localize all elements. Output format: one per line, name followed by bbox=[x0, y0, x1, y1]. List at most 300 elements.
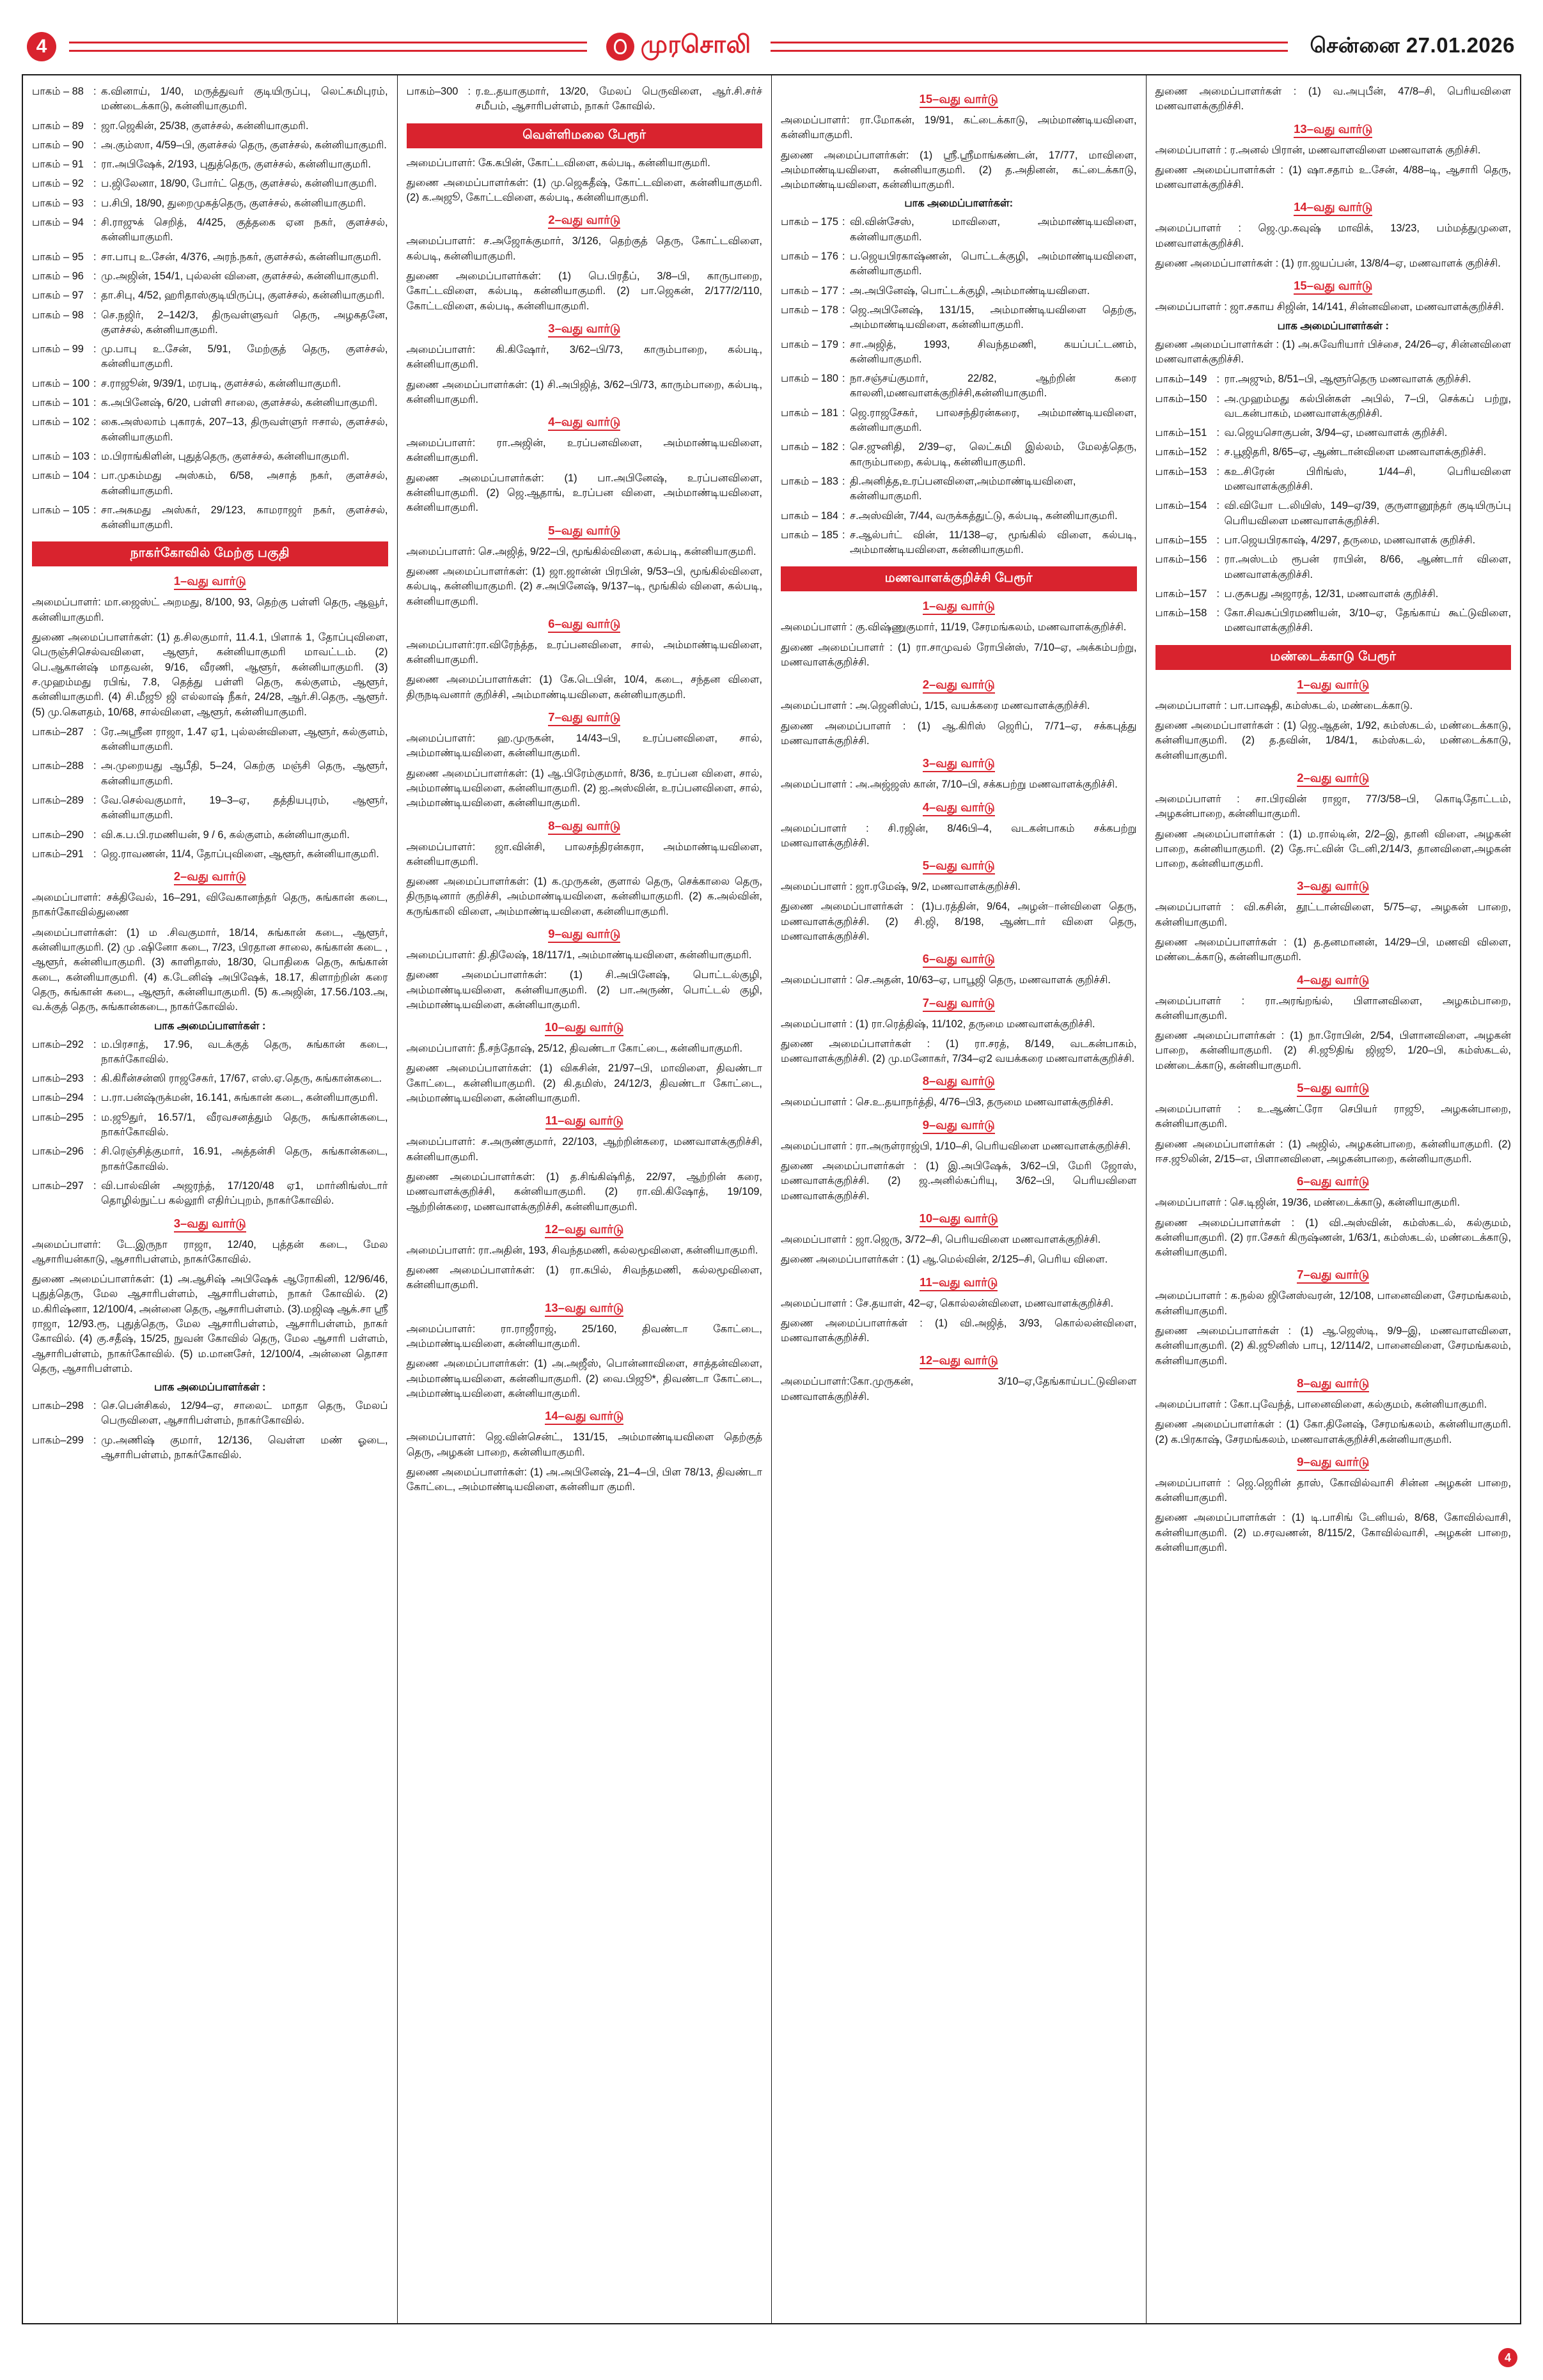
paragraph: துணை அமைப்பாளர்கள் : (1) இ.அபிஷேக், 3/62–பி, மேரி ஜோஸ், மணவாளக்குறிச்சி. (2) ஜ.அனில்சுப்ரியு, 3/62–பி, பெரியவிளை மணவாளக்குறிச்சி. bbox=[781, 1160, 1137, 1202]
ward-heading-label: 15–வது வார்டு bbox=[920, 92, 998, 108]
part-value: ப.ஜெயபிரகாஷ்ணன், பொட்டக்குழி, அம்மாண்டியவிளை, கன்னியாகுமரி. bbox=[850, 251, 1137, 277]
part-separator: : bbox=[1216, 465, 1220, 478]
paragraph: அமைப்பாளர்: கி.கிஷோர், 3/62–பி/73, காரும்பாறை, கல்படி, கன்னியாகுமரி. bbox=[406, 343, 762, 371]
part-separator: : bbox=[93, 726, 97, 738]
paragraph: துணை அமைப்பாளர்கள்: (1) ஆ.பிரேம்குமார், 8/36, உரப்பன விளை, சால், அம்மாண்டியவிளை, கன்னியாகுமரி. (2) ஐ.அஸ்வின், உரப்பனவிளை, சால், அம்மாண்டியவிளை, கன்னியாகுமரி. bbox=[406, 767, 762, 809]
part-value: சி.ராஜுக் செறித், 4/425, குத்தகை ஏன நகர், குளச்சல், கன்னியாகுமரி. bbox=[101, 217, 388, 244]
part-entry bbox=[781, 303, 1137, 333]
part-label: பாகம் – 180 bbox=[781, 373, 839, 385]
paragraph: அமைப்பாளர்: டே.இருநா ராஜா, 12/40, புத்தன் கடை, மேல ஆசாரியன்காடு, ஆசாரிபள்ளம், நாகர்கோவில். bbox=[32, 1238, 388, 1265]
part-label: பாகம் – 103 bbox=[32, 450, 90, 462]
ward-heading-label: 8–வது வார்டு bbox=[1297, 1376, 1369, 1392]
paragraph: அமைப்பாளர் : சி.ரஜின், 8/46பி–4, வடகன்பாகம் சக்கபற்று மணவாளக்குறிச்சி. bbox=[781, 822, 1137, 849]
ward-heading bbox=[407, 617, 763, 632]
ward-heading bbox=[1155, 879, 1512, 894]
ward-heading-label: 6–வது வார்டு bbox=[548, 617, 620, 633]
paragraph: அமைப்பாளர் : ஜா.ஜெரு, 3/72–சி, பெரியவிளை மணவாளக்குறிச்சி. bbox=[781, 1233, 1101, 1245]
ward-heading-label: 4–வது வார்டு bbox=[548, 415, 620, 431]
part-entry bbox=[32, 342, 388, 372]
paragraph: துணை அமைப்பாளர்கள் : (1) கோ.தினேஷ், சேரமங்கலம், கன்னியாகுமரி. (2) க.பிரகாஷ், சேரமங்கலம், மணவாளக்குறிச்சி,கன்னியாகுமரி. bbox=[1155, 1419, 1511, 1445]
part-entry bbox=[32, 725, 388, 755]
part-value: பா.ஜெயபிரகாஷ், 4/297, தருமை, மணவாளக் குறிச்சி. bbox=[1224, 534, 1476, 546]
part-entry bbox=[781, 284, 1137, 299]
part-separator: : bbox=[93, 828, 97, 841]
part-label: பாகம் – 92 bbox=[32, 178, 84, 190]
part-separator: : bbox=[93, 416, 97, 428]
part-value: செ.பென்சிகல், 12/94–ஏ, சாலைட் மாதா தெரு, மேலப் பெருவிளை, ஆசாரிபள்ளம், நாகர்கோவில். bbox=[101, 1400, 388, 1427]
ward-heading-label: 2–வது வார்டு bbox=[1297, 771, 1369, 787]
paragraph: அமைப்பாளர்: சக்திவேல், 16–291, விவேகானந்தர் தெரு, சுங்கான் கடை, நாகர்கோவில்துணை bbox=[32, 892, 388, 919]
part-entry bbox=[781, 338, 1137, 368]
paragraph: அமைப்பாளர்: ஜெ.வின்சென்ட், 131/15, அம்மாண்டியவிளை தெற்குத் தெரு, அழகன் பாறை, கன்னியாகுமரி. bbox=[406, 1431, 762, 1458]
part-separator: : bbox=[93, 1092, 97, 1104]
ward-heading-label: 7–வது வார்டு bbox=[1297, 1268, 1369, 1284]
part-value: கோ.சிவசுப்பிரமணியன், 3/10–ஏ, தேங்காய் கூட்டுவிளை, மணவாளக்குறிச்சி. bbox=[1224, 607, 1511, 634]
paragraph: அமைப்பாளர் : செ.அதன், 10/63–ஏ, பாபூஜி தெரு, மணவாளக் குறிச்சி. bbox=[781, 974, 1111, 986]
part-label: பாகம் – 101 bbox=[32, 397, 90, 409]
ward-heading bbox=[781, 1211, 1137, 1227]
part-separator: : bbox=[1216, 373, 1220, 385]
part-value: வி.க.ப.பி.ரமணியன், 9 / 6, கல்குளம், கன்னியாகுமரி. bbox=[101, 828, 350, 841]
part-separator: : bbox=[93, 251, 97, 263]
ward-heading-label: 2–வது வார்டு bbox=[923, 678, 995, 694]
part-separator: : bbox=[93, 120, 97, 132]
ward-heading-label: 10–வது வார்டு bbox=[920, 1211, 998, 1227]
part-entry bbox=[32, 377, 388, 391]
paragraph: துணை அமைப்பாளர்கள் : (1) ம.ரால்டின், 2/2–இ, தானி விளை, அழகன் பாறை, கன்னியாகுமரி. (2) தே.ஈட்வின் டேனி,2/14/3, தானவிளை,அழகன் பாறை, கன்னியாகுமரி. bbox=[1155, 828, 1511, 870]
ward-heading-label: 12–வது வார்டு bbox=[920, 1353, 998, 1369]
ward-heading bbox=[781, 859, 1137, 874]
part-label: பாகம் – 96 bbox=[32, 270, 84, 282]
part-entry bbox=[1155, 465, 1512, 495]
part-entry bbox=[32, 1091, 388, 1105]
paragraph: துணை அமைப்பாளர்கள்: (1) க.முருகன், குளால் தெரு, செக்காலை தெரு, திருநடினார் குறிச்சி, அம்மாண்டியவிளை, கன்னியாகுமரி. (2) க.அல்வின், கருங்காலி விளை, அம்மாண்டியவிளை, கன்னியாகுமரி. bbox=[406, 876, 762, 917]
ward-heading bbox=[407, 415, 763, 430]
paragraph: அமைப்பாளர்: ரா.அதின், 193, சிவந்தமணி, கல்லமூவிளை, கன்னியாகுமரி. bbox=[406, 1244, 758, 1256]
part-separator: : bbox=[93, 309, 97, 321]
section-banner: நாகர்கோவில் மேற்கு பகுதி bbox=[32, 541, 388, 566]
part-entry bbox=[32, 288, 388, 303]
ward-heading bbox=[407, 213, 763, 228]
part-value: ரே.அஸ்ரீன ராஜா, 1.47 ஏ1, புல்லன்விளை, ஆளூர், கல்குளம், கன்னியாகுமரி. bbox=[101, 726, 388, 753]
paragraph: துணை அமைப்பாளர்கள் : (1) டி.பாசிங் டேனியல், 8/68, கோவில்வாசி, கன்னியாகுமரி. (2) ம.சரவணன், 8/115/2, கோவில்வாசி, அழகன் பாறை, கன்னியாகுமரி. bbox=[1155, 1512, 1511, 1553]
ward-heading-label: 9–வது வார்டு bbox=[548, 927, 620, 943]
content-frame bbox=[22, 74, 1521, 2324]
section-banner: மண்டைக்காடு பேரூர் bbox=[1155, 645, 1512, 670]
paragraph: அமைப்பாளர்: செ.அஜித், 9/22–பி, மூங்கில்விளை, கல்படி, கன்னியாகுமரி. bbox=[406, 545, 756, 557]
paragraph: அமைப்பாளர் : ஜா.ரமேஷ், 9/2, மணவாளக்குறிச்சி. bbox=[781, 881, 1021, 893]
ward-heading bbox=[781, 1275, 1137, 1291]
part-separator: : bbox=[842, 509, 845, 522]
ward-heading bbox=[781, 800, 1137, 816]
part-entry bbox=[32, 84, 388, 114]
part-separator: : bbox=[842, 529, 845, 541]
ward-heading-label: 1–வது வார்டு bbox=[174, 574, 246, 590]
part-entry bbox=[1155, 499, 1512, 529]
part-label: பாகம்–151 bbox=[1155, 427, 1207, 439]
part-value: ம.பிரசாத், 17.96, வடக்குத் தெரு, சுங்கான் கடை, நாகர்கோவில். bbox=[101, 1038, 388, 1065]
ward-heading-label: 14–வது வார்டு bbox=[545, 1409, 623, 1425]
paragraph: துணை அமைப்பாளர்கள் : (1) வ.அபுபீன், 47/8–சி, பெரியவிளை மணவாளக்குறிச்சி. bbox=[1155, 86, 1511, 113]
part-separator: : bbox=[1216, 554, 1220, 566]
part-entry bbox=[32, 1110, 388, 1140]
ward-heading-label: 12–வது வார்டு bbox=[545, 1222, 623, 1238]
ward-heading bbox=[781, 92, 1137, 107]
paragraph: அமைப்பாளர்:கோ.முருகன், 3/10–ஏ,தேங்காய்பட்டுவிளை மணவாளக்குறிச்சி. bbox=[781, 1376, 1137, 1403]
part-separator: : bbox=[93, 760, 97, 772]
part-label: பாகம் – 95 bbox=[32, 251, 84, 263]
part-value: பா.முகம்மது அஸ்கம், 6/58, அசாத் நகர், குளச்சல், கன்னியாகுமரி. bbox=[101, 470, 388, 497]
part-separator: : bbox=[93, 794, 97, 806]
part-entry bbox=[1155, 606, 1512, 636]
paragraph: துணை அமைப்பாளர்கள் : (1) வி.அஸ்வின், கம்ஸ்கடல், கல்குமம், கன்னியாகுமரி. (2) ரா.சேகர் கிருஷ்ணன், 1/63/1, கம்ஸ்கடல், மண்டைக்காடு, கன்னியாகுமரி. bbox=[1155, 1217, 1511, 1259]
part-separator: : bbox=[93, 848, 97, 860]
part-value: ரா.அஜும், 8/51–பி, ஆளூர்தெரு மணவாளக் குறிச்சி. bbox=[1224, 373, 1471, 385]
ward-heading-label: 7–வது வார்டு bbox=[548, 710, 620, 726]
ward-heading bbox=[1155, 122, 1512, 137]
part-label: பாகம் – 105 bbox=[32, 504, 90, 516]
ward-heading-label: 10–வது வார்டு bbox=[545, 1020, 623, 1036]
part-separator: : bbox=[1216, 446, 1220, 458]
paragraph: அமைப்பாளர்: கே.கபின், கோட்டவிளை, கல்படி, கன்னியாகுமரி. bbox=[406, 157, 710, 169]
ward-heading bbox=[781, 1353, 1137, 1369]
paragraph: அமைப்பாளர் : க.நல்ல ஜினேஸ்வரன், 12/108, பானைவிளை, சேரமங்கலம், கன்னியாகுமரி. bbox=[1155, 1290, 1511, 1317]
ward-heading-label: 3–வது வார்டு bbox=[923, 756, 995, 772]
ward-heading bbox=[1155, 678, 1512, 693]
part-entry bbox=[781, 474, 1137, 504]
part-entry bbox=[32, 828, 388, 843]
part-value: அ.அபினேஷ், பொட்டக்குழி, அம்மாண்டியவிளை. bbox=[850, 284, 1090, 297]
part-entry bbox=[32, 449, 388, 464]
part-separator: : bbox=[1216, 500, 1220, 512]
part-label: பாகம்–289 bbox=[32, 794, 84, 806]
part-separator: : bbox=[1216, 534, 1220, 546]
masthead-rule-right bbox=[771, 42, 1288, 52]
ward-heading-label: 2–வது வார்டு bbox=[548, 213, 620, 229]
ward-heading-label: 6–வது வார்டு bbox=[1297, 1174, 1369, 1190]
part-label: பாகம் – 179 bbox=[781, 338, 839, 350]
paragraph: துணை அமைப்பாளர்கள்: (1) அ.அஜீஸ், பொன்னாவிளை, சாத்தன்விளை, அம்மாண்டியவிளை, கன்னியாகுமரி. (2) வை.பிஜூ*, திவண்டா கோட்டை, அம்மாண்டியவிளை, கன்னியாகுமரி. bbox=[406, 1358, 762, 1399]
part-separator: : bbox=[93, 290, 97, 302]
ward-heading bbox=[781, 996, 1137, 1011]
ward-heading-label: 3–வது வார்டு bbox=[1297, 879, 1369, 895]
part-entry bbox=[32, 396, 388, 410]
part-value: ரா.அஸ்டம் ரூபன் ராபின், 8/66, ஆண்டார் விளை, மணவாளக்குறிச்சி. bbox=[1224, 554, 1511, 580]
ward-heading-label: 14–வது வார்டு bbox=[1294, 200, 1372, 216]
ward-heading bbox=[1155, 1376, 1512, 1392]
part-label: பாகம்–154 bbox=[1155, 500, 1207, 512]
paragraph: அமைப்பாளர் : வி.கசின், தூட்டான்விளை, 5/75–ஏ, அழகன் பாறை, கன்னியாகுமரி. bbox=[1155, 901, 1511, 928]
ward-heading-label: 7–வது வார்டு bbox=[923, 996, 995, 1012]
paragraph: அமைப்பாளர்: ஜா.வின்சி, பாலசந்திரன்கரா, அம்மாண்டியவிளை, கன்னியாகுமரி. bbox=[406, 841, 762, 867]
part-value: ம.பிராங்கிளின், புதுத்தெரு, குளச்சல், கன்னியாகுமரி. bbox=[101, 450, 350, 462]
part-value: சா.பாபு உ.சேன், 4/376, அரந்.நகர், குளச்சல், கன்னியாகுமரி. bbox=[101, 251, 382, 263]
paragraph: துணை அமைப்பாளர்கள் : (1) ஜெ.ஆதன், 1/92, கம்ஸ்கடல், மண்டைக்காடு, கன்னியாகுமரி. (2) த.தவின், 1/84/1, கம்ஸ்கடல், மண்டைக்காடு, கன்னியாகுமரி. bbox=[1155, 720, 1511, 761]
part-value: செ.நஜிர், 2–142/3, திருவள்ளுவர் தெரு, அழகதனே, குளச்சல், கன்னியாகுமரி. bbox=[101, 309, 388, 336]
part-value: ரா.அபிஷேக், 2/193, புதுத்தெரு, குளச்சல், கன்னியாகுமரி. bbox=[101, 159, 372, 171]
part-separator: : bbox=[842, 338, 845, 350]
part-value: ப.சிபி, 18/90, துறைமுகத்தெரு, குளச்சல், கன்னியாகுமரி. bbox=[101, 197, 366, 209]
part-entry bbox=[1155, 533, 1512, 548]
ward-heading bbox=[407, 819, 763, 834]
part-label: பாகம்–156 bbox=[1155, 554, 1207, 566]
part-value: அ.கும்ஸா, 4/59–பி, குளச்சல் தெரு, குளச்சல், கன்னியாகுமரி. bbox=[101, 139, 387, 151]
ward-heading-label: 1–வது வார்டு bbox=[923, 599, 995, 615]
paragraph: அமைப்பாளர்கள்: (1) ம .சிவகுமார், 18/14, சுங்கான் கடை, ஆளூர், கன்னியாகுமரி. (2) மு .ஷினோ கடை, 7/23, பிரதான சாலை, சுங்கான் கடை , ஆளூர், கன்னியாகுமரி. (3) காளிதாஸ், 18/30, பொதிகை தெரு, சுங்கான் கடை, கன்னியாகுமரி. (4) க.டேனிஷ் அபிஷேக், 18.17, கிளாற்றின் கரை தெரு, சுங்கான் கடை, ஆளூர், கன்னியாகுமரி. (5) க.அஜின், 17.56./103.அ, வ.க்குத் தெரு, சுங்கான்கடை, நாகர்கோவில். bbox=[32, 926, 388, 1013]
part-label: பாகம்–293 bbox=[32, 1073, 84, 1085]
part-entry bbox=[781, 509, 1137, 524]
part-value: சா.அகமது அஸ்கர், 29/123, காமராஜர் நகர், குளச்சல், கன்னியாகுமரி. bbox=[101, 504, 388, 531]
masthead-title: முரசொலி bbox=[640, 31, 751, 58]
paragraph: துணை அமைப்பாளர்கள்: (1) பா.அபினேஷ், உரப்பனவிளை, கன்னியாகுமரி. (2) ஜெ.ஆதாங், உரப்பன விளை, அம்மாண்டியவிளை, கன்னியாகுமரி. bbox=[406, 472, 762, 514]
part-label: பாகம்–157 bbox=[1155, 587, 1207, 600]
part-entry bbox=[781, 371, 1137, 401]
ward-heading bbox=[781, 1074, 1137, 1089]
part-label: பாகம் – 97 bbox=[32, 290, 84, 302]
part-separator: : bbox=[842, 407, 845, 419]
part-entry bbox=[32, 1179, 388, 1209]
ward-heading-label: 3–வது வார்டு bbox=[174, 1217, 246, 1233]
part-separator: : bbox=[842, 475, 845, 487]
paragraph: அமைப்பாளர் : சே.தயாள், 42–ஏ, கொல்லன்விளை, மணவாளக்குறிச்சி. bbox=[781, 1297, 1114, 1309]
paragraph: அமைப்பாளர் : ர.அனல் பிரான், மணவாளவிளை மணவாளக் குறிச்சி. bbox=[1155, 144, 1481, 156]
paragraph: துணை அமைப்பாளர்கள் : (1) அ.சுவேரியார் பிச்சை, 24/26–ஏ, சின்னவிளை மணவாளக்குறிச்சி. bbox=[1155, 338, 1511, 365]
part-label: பாகம்–149 bbox=[1155, 373, 1207, 385]
sub-heading: பாக அமைப்பாளர்கள் : bbox=[154, 1020, 266, 1032]
part-label: பாகம்–152 bbox=[1155, 446, 1207, 458]
masthead-rule-left bbox=[69, 42, 587, 52]
part-entry bbox=[32, 759, 388, 789]
part-entry bbox=[32, 415, 388, 445]
part-entry bbox=[32, 308, 388, 338]
paragraph: துணை அமைப்பாளர்கள் : (1) நா.ரோபின், 2/54, பிளானவிளை, அழகன் பாறை, கன்னியாகுமரி. (2) சி.ஜூதிங் ஜிஜூ, 1/20–பி, கம்ஸ்கடல், மண்டைக்காடு, கன்னியாகுமரி. bbox=[1155, 1030, 1511, 1071]
part-value: தி.அனித்த,உரப்பனவிளை,அம்மாண்டியவிளை, கன்னியாகுமரி. bbox=[850, 475, 1076, 502]
part-label: பாகம்–292 bbox=[32, 1038, 84, 1050]
paragraph: அமைப்பாளர்: ரா.மோகன், 19/91, கட்டைக்காடு, அம்மாண்டியவிளை, கன்னியாகுமரி. bbox=[781, 114, 1137, 141]
part-label: பாகம் – 181 bbox=[781, 407, 839, 419]
part-separator: : bbox=[93, 1434, 97, 1446]
part-separator: : bbox=[93, 377, 97, 389]
part-separator: : bbox=[93, 397, 97, 409]
paragraph: துணை அமைப்பாளர்கள்: (1) சி.அபினேஷ், பொட்டல்குழி, அம்மாண்டியவிளை, கன்னியாகுமரி. (2) பா.அருண், பொட்டல் குழி, அம்மாண்டியவிளை, கன்னியாகுமரி. bbox=[406, 969, 762, 1011]
masthead bbox=[22, 19, 1521, 74]
paragraph: துணை அமைப்பாளர்கள்: (1) மு.ஜெகதீஷ், கோட்டவிளை, கன்னியாகுமரி. (2) க.அஜூ, கோட்டவிளை, கல்படி, கன்னியாகுமரி. bbox=[406, 176, 762, 204]
part-separator: : bbox=[93, 1400, 97, 1412]
ward-heading bbox=[781, 678, 1137, 693]
part-value: ப.ஜிலேனா, 18/90, போர்ட் தெரு, குளச்சல், கன்னியாகுமரி. bbox=[101, 178, 377, 190]
part-label: பாகம் – 176 bbox=[781, 251, 839, 263]
ward-heading-label: 2–வது வார்டு bbox=[174, 869, 246, 885]
part-label: பாகம்–287 bbox=[32, 726, 84, 738]
part-value: சா.அஜித், 1993, சிவந்தமணி, கயப்பட்டணம், கன்னியாகுமரி. bbox=[850, 338, 1137, 365]
ward-heading-label: 11–வது வார்டு bbox=[545, 1114, 623, 1130]
part-label: பாகம்–153 bbox=[1155, 465, 1207, 478]
paragraph: அமைப்பாளர்:ரா.விரேந்த்த, உரப்பனவிளை, சால், அம்மாண்டியவிளை, கன்னியாகுமரி. bbox=[406, 639, 762, 666]
paragraph: அமைப்பாளர் : பா.பாஷதி, கம்ஸ்கடல், மண்டைக்காடு. bbox=[1155, 699, 1413, 712]
part-value: ச.அஸ்வின், 7/44, வருக்கத்துட்டு, கல்படி, கன்னியாகுமரி. bbox=[850, 509, 1118, 522]
part-label: பாகம் – 175 bbox=[781, 216, 839, 228]
part-entry bbox=[32, 215, 388, 245]
part-label: பாகம்–155 bbox=[1155, 534, 1207, 546]
part-entry bbox=[1155, 552, 1512, 582]
ward-heading-label: 9–வது வார்டு bbox=[923, 1118, 995, 1134]
part-value: ப.குசுபது அஜாரத், 12/31, மணவாளக் குறிச்சி. bbox=[1224, 587, 1439, 600]
part-value: வி.வின்சேஸ், மாவிளை, அம்மாண்டியவிளை, கன்னியாகுமரி. bbox=[850, 216, 1137, 243]
footer-page-number: 4 bbox=[1498, 2348, 1517, 2367]
ward-heading bbox=[407, 322, 763, 337]
ward-heading bbox=[1155, 771, 1512, 786]
part-entry bbox=[32, 793, 388, 823]
part-value: ச.பூஜிதரி, 8/65–ஏ, ஆண்டான்விளை மணவாளக்குறிச்சி. bbox=[1224, 446, 1487, 458]
column-3 bbox=[772, 75, 1147, 2323]
part-entry bbox=[1155, 372, 1512, 387]
ward-heading bbox=[781, 599, 1137, 614]
masthead-logo bbox=[600, 31, 758, 62]
ward-heading bbox=[1155, 200, 1512, 215]
part-entry bbox=[781, 440, 1137, 470]
paragraph: துணை அமைப்பாளர்கள்: (1) அ.ஆசிஷ் அபிஷேக் ஆரோகினி, 12/96/46, புதுத்தெரு, மேல ஆசாரிபள்ளம், ஆசாரிபள்ளம், நாகர் கோவில். (2) ம.கிரிஷ்னா, 12/100/4, அன்னை தெரு, ஆசாரிபள்ளம். (3).மஜிஷ ஆக்.சா ஸ்ரீ ராஜா, 12/93.ரூ, புதுத்தெரு, மேல ஆசாரிபள்ளம், ஆசாரிபள்ளம், நாகர் கோவில். (4) கு.சதீஷ், 15/25, நுவன் கோவில் தெரு, மேல ஆசாரி பள்ளம், ஆசாரிபள்ளம், நாகர்கோவில். (5) ம.மானசேர், 12/100/4, அன்னை தொசா தெரு, ஆசாரிபள்ளம். bbox=[32, 1273, 388, 1374]
paragraph: அமைப்பாளர் : ஜெ.ஜெரின் தாஸ், கோவில்வாசி சின்ன அழகன் பாறை, கன்னியாகுமரி. bbox=[1155, 1477, 1511, 1504]
part-separator: : bbox=[1216, 607, 1220, 619]
paragraph: துணை அமைப்பாளர்கள்: (1) அ.அபினேஷ், 21–4–பி, பிள 78/13, திவண்டா கோட்டை, அம்மாண்டியவிளை, கன்னியா குமரி. bbox=[406, 1466, 762, 1493]
paragraph: துணை அமைப்பாளர்கள்: (1) சி.அபிஜித், 3/62–பி/73, காரும்பாறை, கல்படி, கன்னியாகுமரி. bbox=[406, 378, 762, 405]
paragraph: அமைப்பாளர்: ரா.அஜின், உரப்பனவிளை, அம்மாண்டியவிளை, கன்னியாகுமரி. bbox=[406, 437, 762, 464]
ward-heading-label: 6–வது வார்டு bbox=[923, 952, 995, 968]
part-label: பாகம்–150 bbox=[1155, 393, 1207, 405]
ward-heading-label: 15–வது வார்டு bbox=[1294, 279, 1372, 295]
part-separator: : bbox=[467, 86, 471, 97]
paragraph: அமைப்பாளர் : உ.ஆண்ட்ரோ செபியர் ராஜூ, அழகன்பாறை, கன்னியாகுமரி. bbox=[1155, 1103, 1511, 1130]
part-value: தா.சிபு, 4/52, ஹரிதாஸ்குடியிருப்பு, குளச்சல், கன்னியாகுமரி. bbox=[101, 290, 385, 302]
part-entry bbox=[32, 1038, 388, 1068]
part-label: பாகம்–295 bbox=[32, 1111, 84, 1123]
part-label: பாகம் – 182 bbox=[781, 441, 839, 453]
paragraph: அமைப்பாளர் : (1) ரா.ரெத்திஷ், 11/102, தருமை மணவாளக்குறிச்சி. bbox=[781, 1018, 1095, 1030]
part-separator: : bbox=[93, 1111, 97, 1123]
part-separator: : bbox=[93, 270, 97, 282]
ward-heading bbox=[1155, 1268, 1512, 1283]
part-value: ஜா.ஜெகின், 25/38, குளச்சல், கன்னியாகுமரி. bbox=[101, 120, 309, 132]
ward-heading bbox=[407, 1114, 763, 1129]
part-value: கஉ.சிரேன் பிரிங்ஸ், 1/44–சி, பெரியவிளை மணவாளக்குறிச்சி. bbox=[1224, 465, 1511, 493]
part-entry bbox=[1155, 587, 1512, 602]
part-entry bbox=[781, 215, 1137, 245]
paragraph: துணை அமைப்பாளர்கள்: (1) ஸ்ரீ.ஸ்ரீமாங்கண்டன், 17/77, மாவிளை, அம்மாண்டியவிளை, கன்னியாகுமரி. (2) த.அதினன், கட்டைக்காடு, அம்மாண்டியவிளை, கன்னியாகுமரி. bbox=[781, 149, 1137, 191]
part-value: ஜெ.அபினேஷ், 131/15, அம்மாண்டியவிளை தெற்கு, அம்மாண்டியவிளை, கன்னியாகுமரி. bbox=[850, 304, 1137, 331]
part-entry bbox=[781, 406, 1137, 436]
part-separator: : bbox=[842, 373, 845, 385]
ward-heading bbox=[407, 927, 763, 942]
part-value: கி.கிரீன்சன்ஸி ராஜசேகர், 17/67, எஸ்.ஏ.தெரு, சுங்கான்கடை. bbox=[101, 1073, 382, 1085]
part-separator: : bbox=[93, 504, 97, 516]
part-value: மு.அணிஷ் குமார், 12/136, வெள்ள மண் ஓடை, ஆசாரிபள்ளம், நாகர்கோவில். bbox=[101, 1434, 388, 1461]
part-label: பாகம் – 94 bbox=[32, 217, 84, 229]
sub-heading: பாக அமைப்பாளர்கள் : bbox=[1277, 320, 1389, 332]
ward-heading-label: 13–வது வார்டு bbox=[1294, 122, 1372, 138]
paragraph: துணை அமைப்பாளர்கள் : (1) ஷா.சதாம் உ.சேன், 4/88–டி, ஆசாரி தெரு, மணவாளக்குறிச்சி. bbox=[1155, 164, 1511, 191]
part-entry bbox=[32, 250, 388, 265]
paragraph: துணை அமைப்பாளர்கள்: (1) விகசின், 21/97–பி, மாவிளை, திவண்டா கோட்டை, கன்னியாகுமரி. (2) கி.தமிஸ், 24/12/3, திவண்டா கோட்டை, அம்மாண்டியவிளை, கன்னியாகுமரி. bbox=[406, 1062, 762, 1105]
column-2 bbox=[398, 75, 772, 2323]
part-entry bbox=[32, 119, 388, 134]
part-entry bbox=[32, 269, 388, 284]
paragraph: அமைப்பாளர்: ச.அஜோக்குமார், 3/126, தெற்குத் தெரு, கோட்டவிளை, கல்படி, கன்னியாகுமரி. bbox=[406, 235, 762, 262]
ward-heading bbox=[407, 1020, 763, 1036]
paragraph: துணை அமைப்பாளர்கள்: (1) ஜா.ஜான்ன் பிரபின், 9/53–பி, மூங்கில்விளை, கல்படி, கன்னியாகுமரி. (2) ச.அபினேஷ், 9/137–டி, மூங்கில் விளை, கல்படி, கன்னியாகுமரி. bbox=[406, 565, 762, 607]
ward-heading-label: 5–வது வார்டு bbox=[923, 859, 995, 875]
part-value: கை.அஸ்லாம் புகாரக், 207–13, திருவள்ளுர் ஈசால், குளச்சல், கன்னியாகுமரி. bbox=[101, 416, 388, 443]
paragraph: துணை அமைப்பாளர்கள்: (1) கே.டெபின், 10/4, கடை, சந்தன விளை, திருநடிவனார் குறிச்சி, அம்மாண்டியவிளை, கன்னியாகுமரி. bbox=[406, 674, 762, 701]
part-label: பாகம்–298 bbox=[32, 1400, 84, 1412]
paragraph: துணை அமைப்பாளர் : (1) ரா.சாமுவல் ரோபின்ஸ், 7/10–ஏ, அக்கம்பற்று, மணவாளக்குறிச்சி. bbox=[781, 641, 1137, 669]
part-label: பாகம்–294 bbox=[32, 1092, 84, 1104]
part-value: மு.அஜின், 154/1, புல்லன் வினை, குளச்சல், கன்னியாகுமரி. bbox=[101, 270, 379, 282]
part-value: நா.சஞ்சய்குமார், 22/82, ஆற்றின் கரை காலனி,மணவாளக்குறிச்சி,கன்னியாகுமரி. bbox=[850, 373, 1137, 400]
part-label: பாகம்–297 bbox=[32, 1179, 84, 1192]
part-separator: : bbox=[93, 159, 97, 171]
paragraph: அமைப்பாளர் : ரா.அருள்ராஜ்பி, 1/10–சி, பெரியவிளை மணவாளக்குறிச்சி. bbox=[781, 1140, 1131, 1152]
part-value: மு.பாபு உ.சேன், 5/91, மேற்குத் தெரு, குளச்சல், கன்னியாகுமரி. bbox=[101, 343, 388, 370]
part-value: க.அபினேஷ், 6/20, பள்ளி சாலை, குளச்சல், கன்னியாகுமரி. bbox=[101, 397, 378, 409]
paragraph: அமைப்பாளர் : ரா.அரங்றங்ல், பிளானவிளை, அழகம்பாறை, கன்னியாகுமரி. bbox=[1155, 995, 1511, 1022]
column-4 bbox=[1147, 75, 1521, 2323]
part-separator: : bbox=[93, 197, 97, 209]
ward-heading bbox=[781, 756, 1137, 772]
ward-heading-label: 5–வது வார்டு bbox=[1297, 1081, 1369, 1097]
part-entry bbox=[32, 503, 388, 533]
paragraph: அமைப்பாளர் : சா.பிரவின் ராஜா, 77/3/58–பி, கொடிதோட்டம், அழகன்பாறை, கன்னியாகுமரி. bbox=[1155, 793, 1511, 820]
paragraph: துணை அமைப்பாளர்கள்: (1) பெ.பிரதீப், 3/8–பி, காருபாறை, கோட்டவிளை, கல்படி, கன்னியாகுமரி. (2) பா.ஜெகன், 2/177/2/110, கோட்டவிளை, கல்படி, கன்னியாகுமரி. bbox=[406, 270, 762, 312]
part-separator: : bbox=[93, 450, 97, 462]
part-entry bbox=[781, 249, 1137, 279]
part-label: பாகம்–291 bbox=[32, 848, 84, 860]
part-separator: : bbox=[842, 304, 845, 316]
part-separator: : bbox=[93, 139, 97, 151]
paragraph: துணை அமைப்பாளர்கள் : (1) வி.அஜித், 3/93, கொல்லன்விளை, மணவாளக்குறிச்சி. bbox=[781, 1317, 1137, 1344]
part-value: வ.ஜெயசொகுபன், 3/94–ஏ, மணவாளக் குறிச்சி. bbox=[1224, 427, 1448, 439]
paragraph: அமைப்பாளர் : ஜெ.மு.கவுஷ் மாவிக், 13/23, பம்மத்துமுளை, மணவாளக்குறிச்சி. bbox=[1155, 222, 1511, 249]
part-label: பாகம் – 102 bbox=[32, 416, 90, 428]
part-entry bbox=[32, 1399, 388, 1429]
part-value: வி.வியோ ட.லியிஸ், 149–ஏ/39, குருளானூந்தர் குடியிருப்பு பெரியவிளை மணவாளக்குறிச்சி. bbox=[1224, 500, 1511, 527]
part-separator: : bbox=[842, 251, 845, 263]
ward-heading bbox=[781, 952, 1137, 967]
part-entry bbox=[32, 196, 388, 211]
part-label: பாகம் – 185 bbox=[781, 529, 839, 541]
ward-heading bbox=[407, 710, 763, 726]
page-number-badge: 4 bbox=[27, 32, 56, 61]
ward-heading bbox=[1155, 1081, 1512, 1096]
part-label: பாகம் – 89 bbox=[32, 120, 84, 132]
ward-heading bbox=[32, 869, 388, 885]
ward-heading bbox=[407, 1222, 763, 1238]
part-label: பாகம் – 183 bbox=[781, 475, 839, 487]
part-label: பாகம்–288 bbox=[32, 760, 84, 772]
part-label: பாகம்–158 bbox=[1155, 607, 1207, 619]
part-label: பாகம் – 178 bbox=[781, 304, 839, 316]
paragraph: அமைப்பாளர்: ச.அருண்குமார், 22/103, ஆற்றின்கரை, மணவாளக்குறிச்சி, கன்னியாகுமரி. bbox=[406, 1136, 762, 1163]
paragraph: அமைப்பாளர் : அ.ஜெனிஸ்ப், 1/15, வயக்கரை மணவாளக்குறிச்சி. bbox=[781, 700, 1090, 712]
part-separator: : bbox=[93, 178, 97, 190]
part-entry bbox=[32, 157, 388, 172]
part-value: ப.ரா.பன்ஷ்ருக்மன், 16.141, சுங்கான் கடை, கன்னியாகுமரி. bbox=[101, 1092, 379, 1104]
ward-heading bbox=[781, 1118, 1137, 1133]
part-separator: : bbox=[93, 1073, 97, 1085]
part-label: பாகம் – 91 bbox=[32, 159, 84, 171]
paragraph: துணை அமைப்பாளர்கள்: (1) த.சிங்கிஷ்ரித், 22/97, ஆற்றின் கரை, மணவாளக்குறிச்சி, கன்னியாகுமரி. (2) ரா.வி.கிஷோத், 19/109, ஆற்றின்கரை, மணவாளக்குறிச்சி, கன்னியாகுமரி. bbox=[406, 1171, 762, 1213]
part-entry bbox=[1155, 445, 1512, 460]
part-entry bbox=[32, 176, 388, 191]
